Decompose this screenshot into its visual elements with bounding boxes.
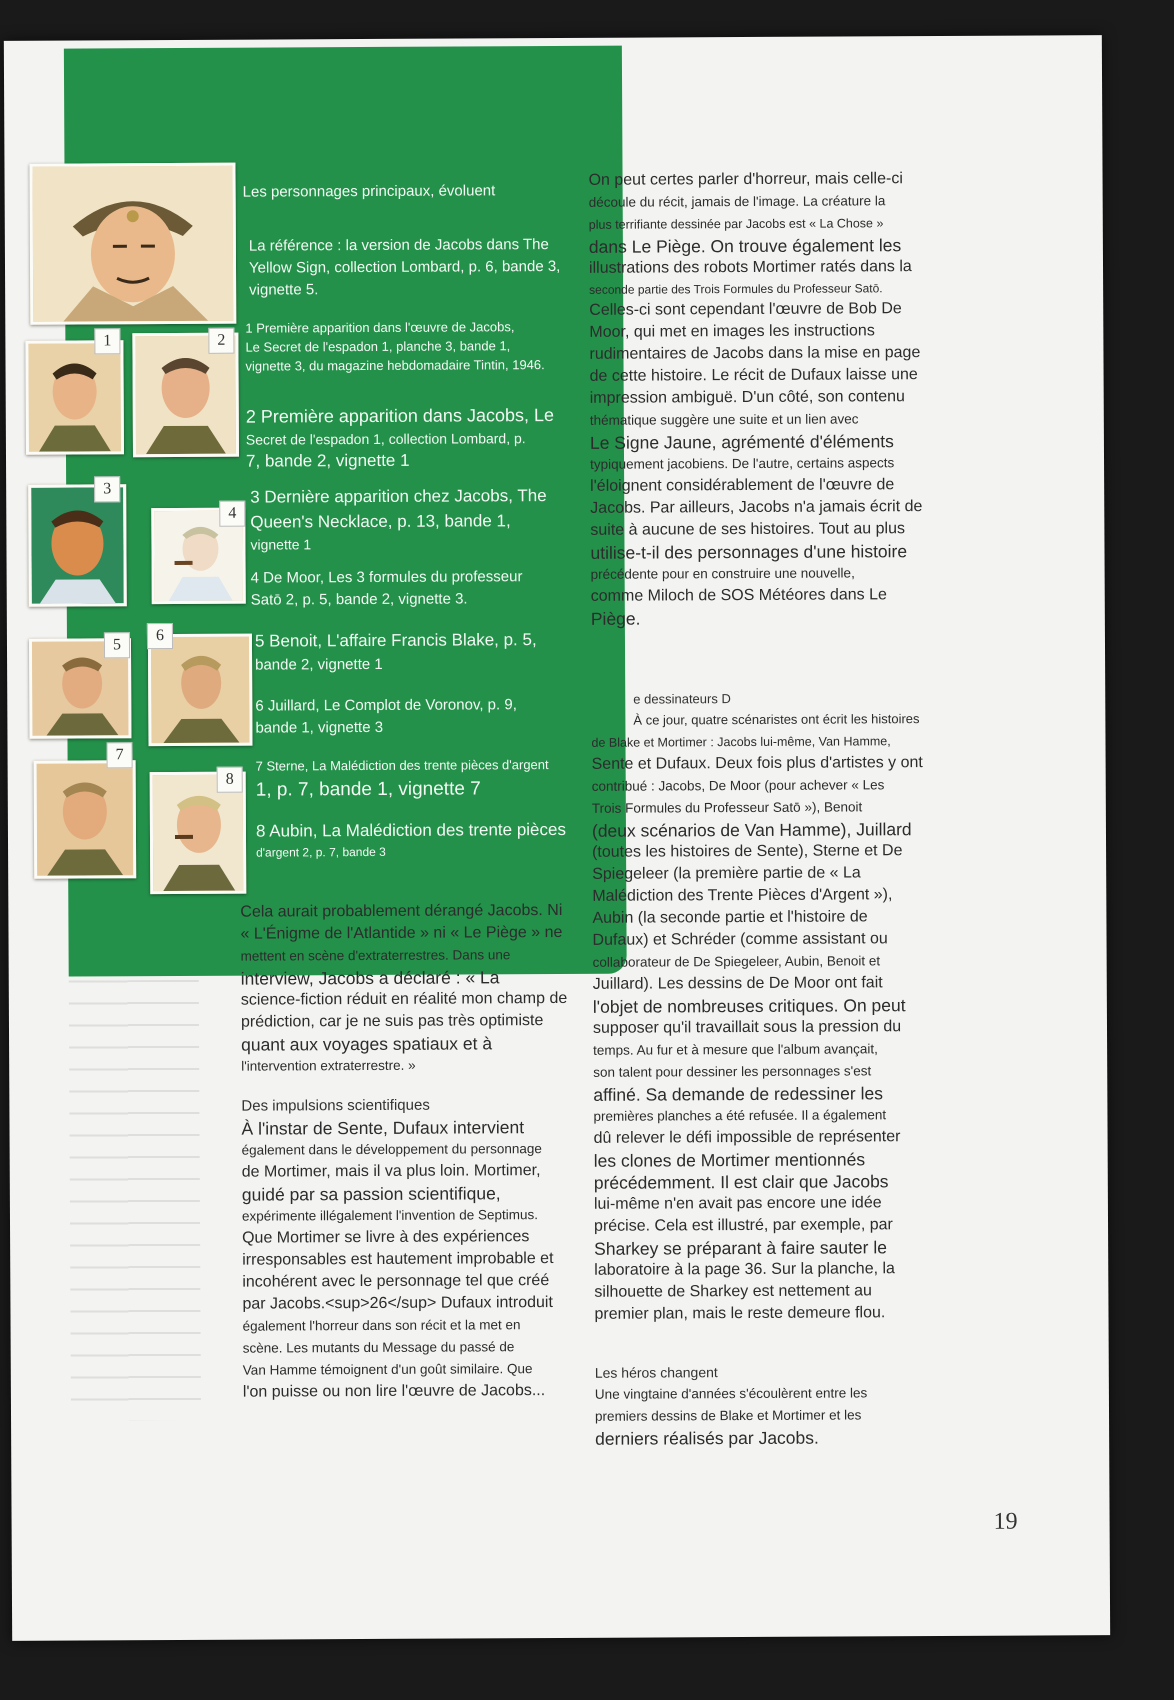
caption-8: 8 Aubin, La Malédiction des trente pièces d'argent 2, p. 7, bande 3 xyxy=(255,819,566,860)
badge-6: 6 xyxy=(147,623,173,649)
badge-4: 4 xyxy=(219,501,245,527)
badge-5: 5 xyxy=(104,632,130,658)
mortimer-portrait-3 xyxy=(28,484,127,607)
badge-3: 3 xyxy=(94,476,120,502)
badge-7: 7 xyxy=(106,742,132,768)
mortimer-portrait-main xyxy=(29,163,236,325)
caption-7: 7 Sterne, La Malédiction des trente pièces d'argent 1, p. 7, bande 1, vignette 7 xyxy=(255,757,549,801)
magazine-page xyxy=(4,35,1110,1641)
section-heading-heros: Les héros changent xyxy=(594,1364,718,1381)
caption-1: 1 Première apparition dans l'œuvre de Jacobs, Le Secret de l'espadon 1, planche 3, bande 1, vignette 3, du magazine hebdomadaire Tintin, 1946. xyxy=(245,319,545,374)
badge-2: 2 xyxy=(208,328,234,354)
caption-6: 6 Juillard, Le Complot de Voronov, p. 9, bande 1, vignette 3 xyxy=(255,696,517,737)
portrait-drawing-main xyxy=(32,166,233,322)
mortimer-portrait-1 xyxy=(25,340,124,455)
section-heading-impulsions: Des impulsions scientifiques xyxy=(241,1096,430,1115)
caption-2: 2 Première apparition dans Jacobs, Le Secret de l'espadon 1, collection Lombard, p. 7, bande 2, vignette 1 xyxy=(245,405,555,472)
section-heading-dessinateurs: e dessinateurs D xyxy=(633,691,731,707)
right-column-text: On peut certes parler d'horreur, mais celle-ci découle du récit, jamais de l'image. La créature la plus terrifiante dessinée par Jacobs est « La Chose » dans Le Piège. On trouve également les illustrations des robots Mortimer ratés dans la seconde partie des Trois Formules du Professeur Satō. Celles-ci sont cependant l'œuvre de Bob De Moor, qui met en images les instructions rudimentaires de Jacobs dans la mise en page de cette histoire. Le récit de Dufaux laisse une impression ambiguë. D'un côté, son contenu thématique suggère une suite et un lien avec Le Signe Jaune, agrémenté d'éléments typiquement jacobiens. De l'autre, certains aspects l'éloignent considérablement de l'œuvre de Jacobs. Par ailleurs, Jacobs n'a jamais écrit de suite à aucune de ses histoires. Tout au plus utilise-t-il des personnages d'une histoire précédente pour en construire une nouvelle, comme Miloch de SOS Météores dans Le Piège. e dessinateurs D À ce jour, quatre scénaristes ont écrit les histoires de Blake et Mortimer : Jacobs lui-même, Van Hamme, Sente et Dufaux. Deux fois plus d'artistes y ont contribué : Jacobs, De Moor (pour achever « Les Trois Formules du Professeur Satō »), Benoit (deux scénarios de Van Hamme), Juillard (toutes les histoires de Sente), Sterne et De Spiegeleer (la première partie de « La Malédiction des Trente Pièces d'Argent »), Aubin (la seconde partie et l'histoire de Dufaux) et Schréder (comme assistant ou collaborateur de De Spiegeleer, Aubin, Benoit et Juillard). Les dessins de De Moor ont fait l'objet de nombreuses critiques. On peut supposer qu'il travaillait sous la pression du temps. Au fur et à mesure que l'album avançait, son talent pour dessiner les personnages s'est affiné. Sa demande de redessiner les premières planches a été refusée. Il a également dû relever le défi impossible de représenter les clones de Mortimer mentionnés précédemment. Il est clair que Jacobs lui-même n'en avait pas encore une idée précise. Cela est illustré, par exemple, par Sharkey se préparant à faire sauter le laboratoire à la page 36. Sur la planche, la silhouette de Sharkey est nettement au premier plan, mais le reste demeure flou. Les héros changent Une vingtaine d'années s'écoulèrent entre les premiers dessins de Blake et Mortimer et les derniers réalisés par Jacobs. xyxy=(589,168,928,1450)
mortimer-portrait-7 xyxy=(34,760,137,879)
badge-1: 1 xyxy=(94,328,120,354)
left-column-text: Cela aurait probablement dérangé Jacobs. Ni « L'Énigme de l'Atlantide » ni « Le Piège » ne mettent en scène d'extraterrestres. Dans une interview, Jacobs a déclaré : « La science-fiction réduit en réalité mon champ de prédiction, car je ne suis pas très optimiste quant aux voyages spatiaux et à l'intervention extraterrestre. » Des impulsions scientifiques À l'instar de Sente, Dufaux intervient également dans le développement du personnage de Mortimer, mais il va plus loin. Mortimer, guidé par sa passion scientifique, expérimente illégalement l'invention de Septimus. Que Mortimer se livre à des expériences irresponsables est hautement improbable et incohérent avec le personnage tel que créé par Jacobs.<sup>26</sup> Dufaux introduit également l'horreur dans son récit et la met en scène. Les mutants du Message du passé de Van Hamme témoignent d'un goût similaire. Que l'on puisse ou non lire l'œuvre de Jacobs... xyxy=(240,901,568,1401)
panel-title: Les personnages principaux, évoluent xyxy=(242,182,496,201)
page-number: 19 xyxy=(993,1508,1018,1535)
mortimer-portrait-6 xyxy=(148,634,253,747)
caption-5: 5 Benoit, L'affaire Francis Blake, p. 5, bande 2, vignette 1 xyxy=(254,630,537,674)
caption-4: 4 De Moor, Les 3 formules du professeur Satō 2, p. 5, bande 2, vignette 3. xyxy=(250,568,523,609)
caption-3: 3 Dernière apparition chez Jacobs, The Queen's Necklace, p. 13, bande 1, vignette 1 xyxy=(250,486,547,553)
bleed-through-text xyxy=(69,980,201,1421)
badge-8: 8 xyxy=(217,767,243,793)
caption-reference: La référence : la version de Jacobs dans The Yellow Sign, collection Lombard, p. 6, bande 3, vignette 5. xyxy=(248,236,561,299)
